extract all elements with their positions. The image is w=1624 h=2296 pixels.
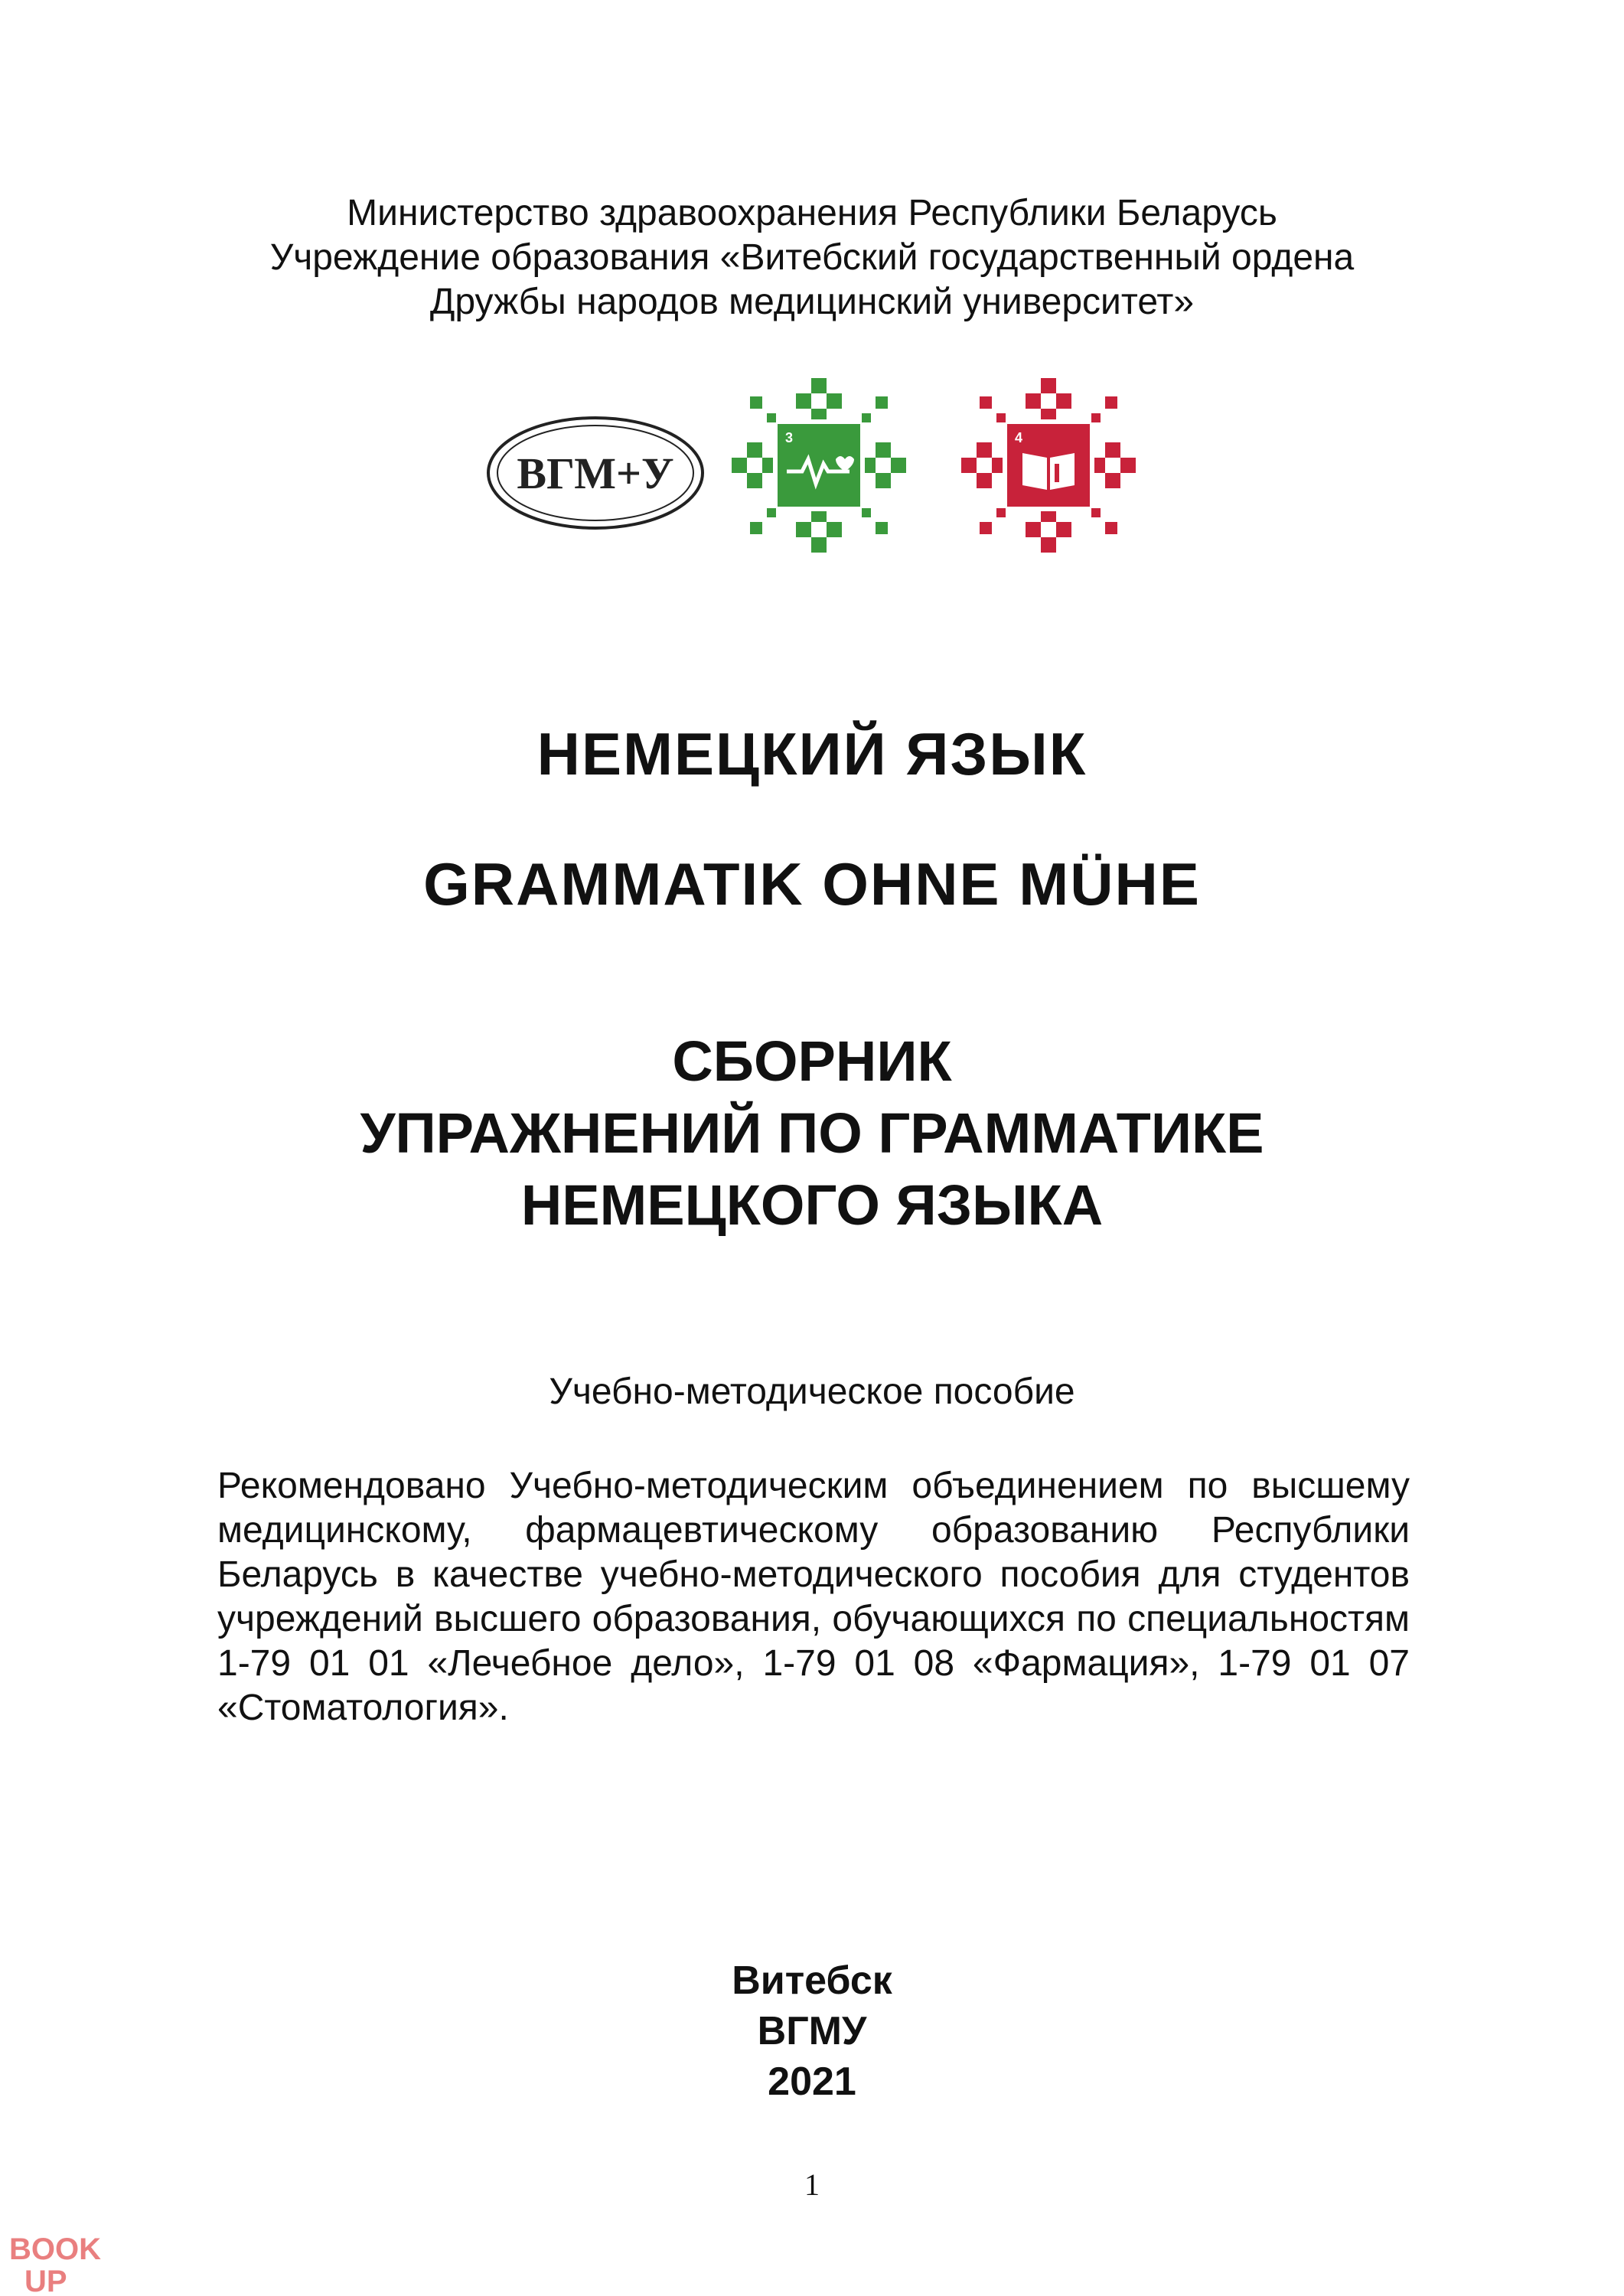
vgmu-logo-text: ВГМ+У bbox=[517, 448, 674, 498]
watermark-text-top: BOOK bbox=[9, 2232, 101, 2266]
ministry-line: Министерство здравоохранения Республики Беларусь bbox=[347, 193, 1277, 233]
logo-row bbox=[0, 366, 1624, 565]
imprint-city: Витебск bbox=[732, 1958, 892, 2003]
collection-title-line-1: СБОРНИК bbox=[672, 1029, 952, 1093]
imprint-publisher: ВГМУ bbox=[757, 2009, 867, 2053]
collection-title bbox=[0, 1026, 1624, 1241]
sdg3-ornament-logo bbox=[727, 373, 911, 557]
watermark-text-bottom: UP bbox=[24, 2265, 67, 2296]
bookup-watermark bbox=[6, 2227, 129, 2296]
institution-header bbox=[0, 191, 1624, 325]
book-title: НЕМЕЦКИЙ ЯЗЫК bbox=[536, 720, 1088, 788]
book-subtitle: GRAMMATIK OHNE MÜHE bbox=[423, 850, 1201, 918]
collection-title-line-3: НЕМЕЦКОГО ЯЗЫКА bbox=[520, 1173, 1104, 1237]
collection-title-line-2: УПРАЖНЕНИЙ ПО ГРАММАТИКЕ bbox=[360, 1101, 1264, 1165]
document-type: Учебно-методическое пособие bbox=[549, 1371, 1075, 1412]
institution-line: Учреждение образования «Витебский государственный ордена bbox=[269, 237, 1355, 278]
sdg3-number: 3 bbox=[785, 430, 794, 445]
sdg4-ornament-logo bbox=[957, 373, 1140, 557]
page-number: 1 bbox=[804, 2167, 820, 2202]
vgmu-logo bbox=[484, 413, 707, 533]
institution-line-2: Дружбы народов медицинский университет» bbox=[429, 282, 1195, 322]
recommendation-paragraph: Рекомендовано Учебно-методическим объединением по высшему медицинскому, фармацевтическому образованию Республики Беларусь в качестве учебно-методического пособия для студентов учреждений высшего образования, обучающихся по специальностям 1-79 01 01 «Лечебное дело», 1-79 01 08 «Фармация», 1-79 01 07 «Стоматология». bbox=[217, 1466, 1410, 1728]
sdg4-number: 4 bbox=[1015, 430, 1023, 445]
imprint-year: 2021 bbox=[768, 2060, 856, 2104]
imprint bbox=[0, 1955, 1624, 2107]
